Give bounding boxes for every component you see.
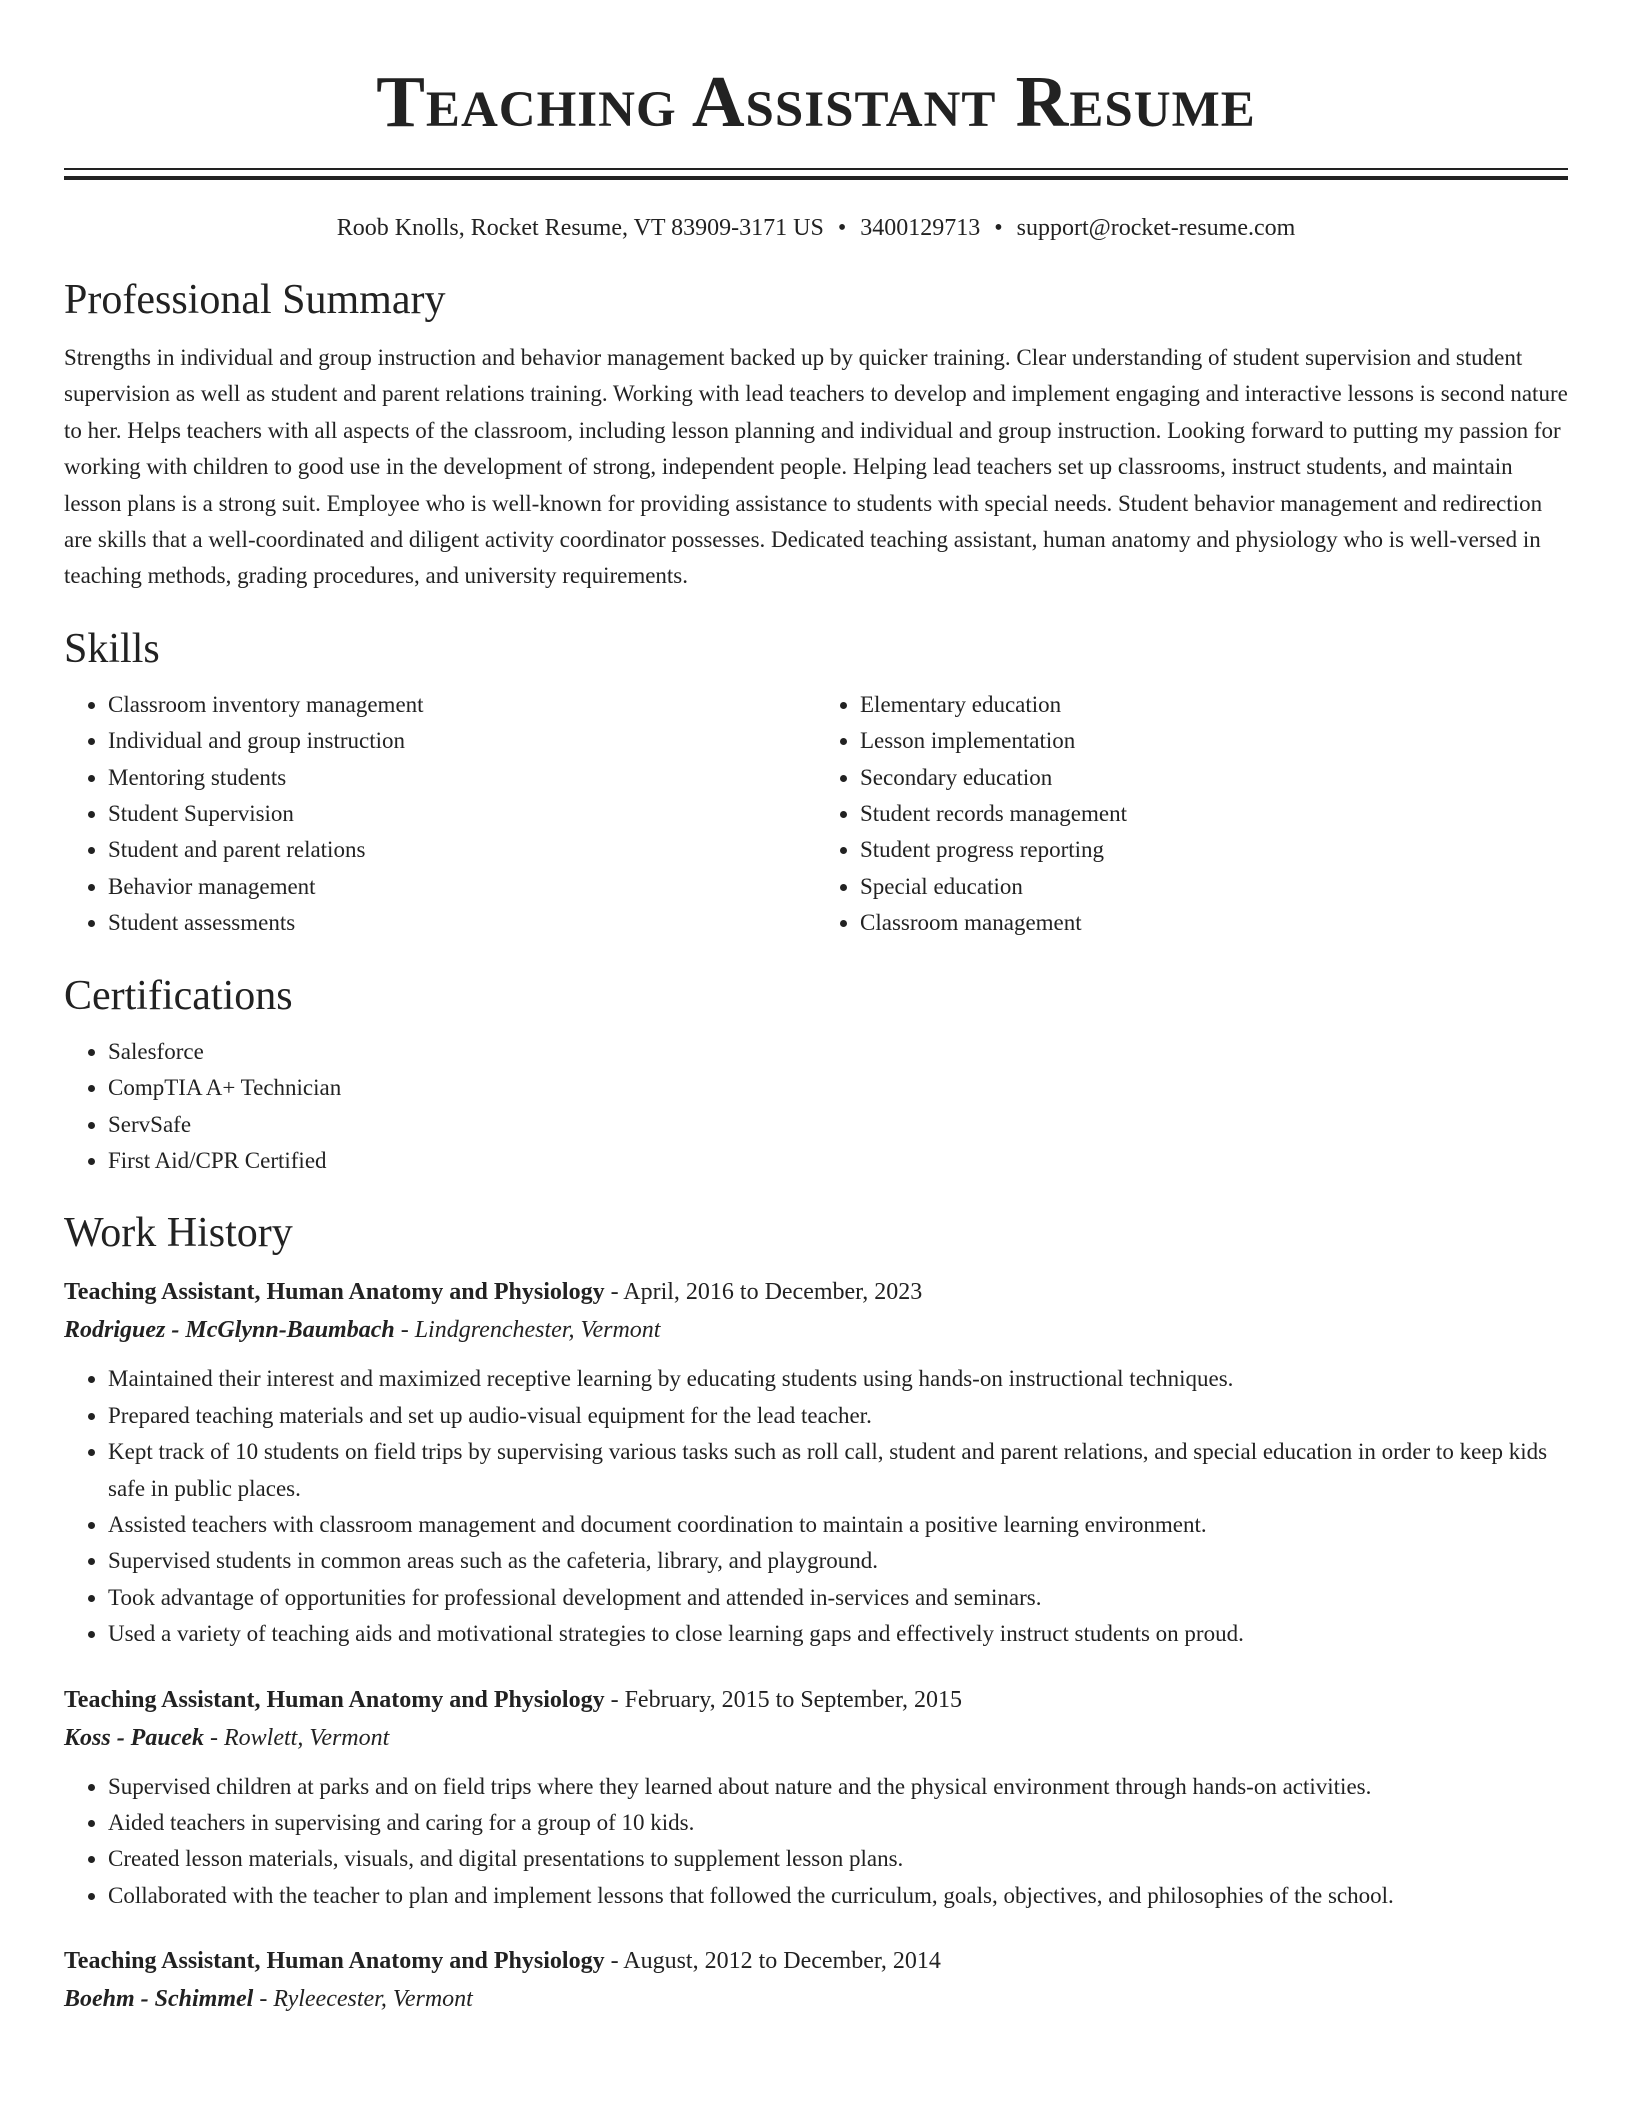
skill-item: • Student Supervision: [108, 796, 816, 832]
job-title-line: [64, 1942, 1568, 1980]
job-bullet: • Supervised children at parks and on field trips where they learned about nature and the physical environment through hands-on activities.: [108, 1769, 1568, 1805]
skill-item: • Student records management: [860, 796, 1568, 832]
job-bullet: • Collaborated with the teacher to plan and implement lessons that followed the curriculum, goals, objectives, and philosophies of the school.: [108, 1878, 1568, 1914]
skill-item: • Student progress reporting: [860, 832, 1568, 868]
job-title: Teaching Assistant, Human Anatomy and Physiology: [64, 1948, 605, 1975]
title-divider-thin: [64, 168, 1568, 170]
skills-list-right: [816, 687, 1568, 942]
skills-heading: Skills: [64, 625, 160, 672]
job-bullet: • Used a variety of teaching aids and motivational strategies to close learning gaps and effectively instruct students on proud.: [108, 1616, 1568, 1652]
skill-item: • Student and parent relations: [108, 832, 816, 868]
job-location: - Lindgrenchester, Vermont: [394, 1317, 661, 1344]
certification-item: • First Aid/CPR Certified: [108, 1143, 1568, 1179]
job-company: Rodriguez - McGlynn-Baumbach: [64, 1317, 395, 1344]
job-title-line: [64, 1273, 1568, 1311]
job-title: Teaching Assistant, Human Anatomy and Physiology: [64, 1686, 605, 1713]
job-entry: [64, 1942, 1568, 2018]
job-company-line: [64, 1719, 1568, 1757]
job-location: - Rowlett, Vermont: [204, 1724, 390, 1751]
skill-item: • Classroom inventory management: [108, 687, 816, 723]
job-dates: - February, 2015 to September, 2015: [604, 1686, 962, 1713]
job-company-line: [64, 1311, 1568, 1349]
job-bullet: • Kept track of 10 students on field trips by supervising various tasks such as roll call, student and parent relations, and special education in order to keep kids safe in public places.: [108, 1434, 1568, 1507]
job-bullets: [64, 1769, 1568, 1915]
certification-item: • ServSafe: [108, 1107, 1568, 1143]
contact-email: support@rocket-resume.com: [1016, 215, 1296, 241]
contact-phone: 3400129713: [860, 215, 981, 241]
contact-separator: •: [994, 215, 1003, 241]
skill-item: • Lesson implementation: [860, 723, 1568, 759]
certifications-list: [64, 1034, 1568, 1180]
job-entry: [64, 1681, 1568, 1915]
skill-item: • Mentoring students: [108, 760, 816, 796]
skill-item: • Student assessments: [108, 905, 816, 941]
work-history-heading: Work History: [64, 1210, 293, 1257]
job-bullet: • Took advantage of opportunities for professional development and attended in-services and seminars.: [108, 1580, 1568, 1616]
job-title-line: [64, 1681, 1568, 1719]
job-bullet: • Prepared teaching materials and set up audio-visual equipment for the lead teacher.: [108, 1398, 1568, 1434]
contact-line: [64, 212, 1568, 244]
job-company: Koss - Paucek: [64, 1724, 204, 1751]
job-title: Teaching Assistant, Human Anatomy and Physiology: [64, 1279, 605, 1306]
job-bullets: [64, 1361, 1568, 1652]
job-bullet: • Aided teachers in supervising and caring for a group of 10 kids.: [108, 1805, 1568, 1841]
job-bullet: • Created lesson materials, visuals, and digital presentations to supplement lesson plans.: [108, 1841, 1568, 1877]
skills-columns: [64, 687, 1568, 942]
job-dates: - August, 2012 to December, 2014: [604, 1948, 941, 1975]
page-title: Teaching Assistant Resume: [376, 61, 1256, 142]
job-bullet: • Assisted teachers with classroom management and document coordination to maintain a positive learning environment.: [108, 1507, 1568, 1543]
job-entry: [64, 1273, 1568, 1652]
job-dates: - April, 2016 to December, 2023: [604, 1279, 923, 1306]
skill-item: • Individual and group instruction: [108, 723, 816, 759]
job-bullet: • Supervised students in common areas such as the cafeteria, library, and playground.: [108, 1543, 1568, 1579]
certification-item: • CompTIA A+ Technician: [108, 1070, 1568, 1106]
skill-item: • Elementary education: [860, 687, 1568, 723]
certifications-heading: Certifications: [64, 972, 293, 1019]
job-location: - Ryleecester, Vermont: [253, 1986, 473, 2013]
job-company-line: [64, 1980, 1568, 2018]
summary-text: Strengths in individual and group instruction and behavior management backed up by quicker training. Clear understanding of student supervision and student supervision as well as student and parent relations training. Working with lead teachers to develop and implement engaging and interactive lessons is second nature to her. Helps teachers with all aspects of the classroom, including lesson planning and individual and group instruction. Looking forward to putting my passion for working with children to good use in the development of strong, independent people. Helping lead teachers set up classrooms, instruct students, and maintain lesson plans is a strong suit. Employee who is well-known for providing assistance to students with special needs. Student behavior management and redirection are skills that a well-coordinated and diligent activity coordinator possesses. Dedicated teaching assistant, human anatomy and physiology who is well-versed in teaching methods, grading procedures, and university requirements.: [64, 345, 1568, 589]
contact-separator: •: [837, 215, 847, 241]
skill-item: • Secondary education: [860, 760, 1568, 796]
title-divider-thick: [64, 176, 1568, 180]
skills-list-left: [64, 687, 816, 942]
certification-item: • Salesforce: [108, 1034, 1568, 1070]
skill-item: • Special education: [860, 869, 1568, 905]
contact-address: Roob Knolls, Rocket Resume, VT 83909-3171 US: [336, 215, 824, 241]
job-company: Boehm - Schimmel: [64, 1986, 254, 2013]
job-bullet: • Maintained their interest and maximized receptive learning by educating students using hands-on instructional techniques.: [108, 1361, 1568, 1397]
skill-item: • Behavior management: [108, 869, 816, 905]
summary-heading: Professional Summary: [64, 277, 446, 323]
skill-item: • Classroom management: [860, 905, 1568, 941]
